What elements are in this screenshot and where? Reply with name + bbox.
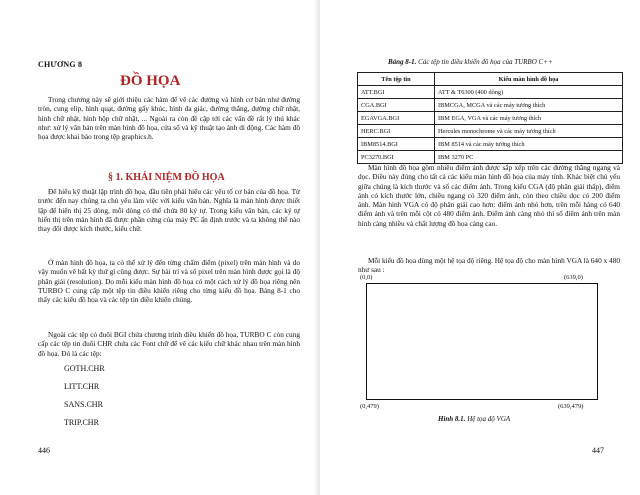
coordinate-paragraph: Mỗi kiểu đồ họa dùng một hệ tọa độ riêng. Hệ tọa độ cho màn hình VGA là 640 x 480 như sau : (358, 256, 620, 275)
table-row (358, 125, 623, 138)
table-caption-text: Các tệp tin điều khiển đồ họa của TURBO C++ (418, 58, 553, 66)
concept-paragraph-2: Ở màn hình đồ họa, ta có thể xử lý đến từng chấm điểm (pixel) trên màn hình và do vậy muốn vẽ bất kỳ thứ gì cũng được. Sự bài trí và số pixel trên màn hình được gọi là độ phân giải (resolution). Do mỗi kiểu màn hình đồ họa có một cách xử lý đồ họa riêng nên TURBO C cung cấp một tệp tin điều khiển riêng cho từng kiểu đồ họa. Bảng 8-1 cho thấy các kiểu đồ họa và các tệp tin điều khiển chúng. (38, 258, 300, 305)
concept-paragraph-1: Để hiểu kỹ thuật lập trình đồ họa, đầu tiên phải hiểu các yếu tố cơ bản của đồ họa. Từ trước đến nay chúng ta chủ yếu làm việc với kiểu văn bản. Nghĩa là màn hình được thiết lập để hiển thị 25 dòng, mỗi dòng có thể chứa 80 ký tự. Trong kiểu văn bản, các ký tự hiển thị trên màn hình đã được phần cứng của máy PC ấn định trước và ta không thể nào thay đổi được kích thước, kiểu chữ. (38, 187, 300, 234)
font-file-item: GOTH.CHR (64, 364, 105, 373)
table-cell-filename: EGAVGA.BGI (358, 112, 435, 125)
table-cell-mode: ATT & T6300 (400 dòng) (435, 86, 623, 99)
vga-screen-diagram (366, 283, 598, 400)
table-cell-filename: HERC.BGI (358, 125, 435, 138)
chapter-label: CHƯƠNG 8 (38, 60, 83, 69)
table-cell-mode: IBM EGA, VGA và các máy tương thích (435, 112, 623, 125)
table-caption (388, 58, 553, 66)
right-page (320, 0, 640, 495)
bgi-files-table (357, 72, 623, 164)
figure-caption-text: Hệ tọa độ VGA (467, 415, 511, 423)
table-caption-label: Bảng 8-1. (388, 58, 417, 66)
table-header-row (358, 73, 623, 86)
concept-paragraph-3: Ngoài các tệp có đuôi BGI chứa chương trình điều khiển đồ họa, TURBO C còn cung cấp các tệp tin đuôi CHR chứa các Font chữ để vẽ các kiểu chữ khác nhau trên màn hình đồ họa. Đó là các tệp: (38, 330, 300, 358)
table-row (358, 112, 623, 125)
coord-top-left: (0,0) (360, 274, 373, 281)
table-cell-filename: ATT.BGI (358, 86, 435, 99)
table-row (358, 151, 623, 164)
page-number-right: 447 (592, 446, 604, 455)
table-header-mode: Kiểu màn hình đồ họa (435, 73, 623, 86)
coord-bottom-right: (639,479) (558, 403, 584, 410)
font-file-item: TRIP.CHR (64, 418, 99, 427)
table-row (358, 138, 623, 151)
coord-top-right: (639,0) (564, 274, 583, 281)
table-header-filename: Tên tệp tin (358, 73, 435, 86)
table-cell-filename: IBM8514.BGI (358, 138, 435, 151)
section-title: § 1. KHÁI NIỆM ĐỒ HỌA (108, 172, 225, 183)
table-row (358, 99, 623, 112)
table-row (358, 86, 623, 99)
font-file-item: SANS.CHR (64, 400, 103, 409)
chapter-title: ĐỒ HỌA (120, 73, 181, 89)
pixel-paragraph: Màn hình đồ họa gồm nhiều điểm ảnh được sắp xếp trên các đường thẳng ngang và dọc. Điều này đúng cho tất cả các kiểu màn hình đồ họa của máy tính. Khác biệt chủ yếu giữa chúng là kích thước và số các điểm ảnh. Trong kiểu CGA (độ phân giải thấp), điểm ảnh có kích thước lớn, chiều ngang có 320 điểm ảnh, còn theo chiều dọc có 200 điểm ảnh. Màn hình VGA có độ phân giải cao hơn: điểm ảnh nhỏ hơn, trên mỗi hàng có 640 điểm ảnh và trên mỗi cột có 480 điểm ảnh. Điểm ảnh càng nhỏ thì số điểm ảnh trên màn hình càng nhiều và chất lượng đồ họa càng cao. (358, 163, 620, 228)
table-cell-mode: Hercules monochrome và các máy tương thích (435, 125, 623, 138)
figure-caption-label: Hình 8.1. (438, 415, 466, 423)
font-file-item: LITT.CHR (64, 382, 100, 391)
intro-paragraph: Trong chương này sẽ giới thiệu các hàm để vẽ các đường và hình cơ bản như đường tròn, cung elip, hình quạt, đường gấy khúc, hình đa giác, đường thẳng, đường chữ nhật, hình chữ nhật, hình hộp chữ nhật, ... Ngoài ra còn đề cập tới các vấn đề rất lý thú khác như: xử lý văn bản trên màn hình đồ họa, cửa sổ và kỹ thuật tạo ảnh di động. Các hàm đồ họa được khai báo trong tệp graphics.h. (38, 95, 300, 142)
figure-caption (438, 415, 510, 423)
table-cell-mode: IBM 8514 và các máy tương thích (435, 138, 623, 151)
page-number-left: 446 (38, 446, 50, 455)
table-cell-mode: IBMCGA, MCGA và các máy tương thích (435, 99, 623, 112)
table-cell-filename: CGA.BGI (358, 99, 435, 112)
table-cell-mode: IBM 3270 PC (435, 151, 623, 164)
table-cell-filename: PC3270.BGI (358, 151, 435, 164)
coord-bottom-left: (0,479) (360, 403, 379, 410)
